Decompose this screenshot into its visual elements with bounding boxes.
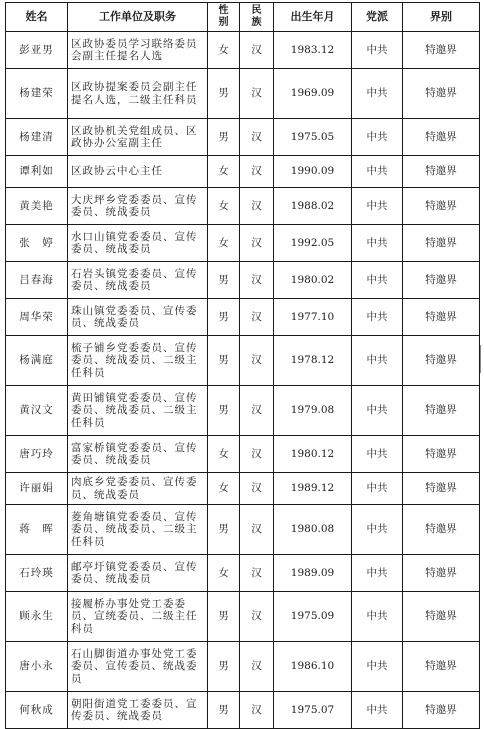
cell-gender: 女 (208, 473, 240, 505)
cell-gender: 女 (208, 188, 240, 225)
header-duty: 工作单位及职务 (68, 3, 208, 32)
cell-duty: 珠山镇党委委员、宣传委员、统战委员 (68, 299, 208, 336)
table-row (6, 156, 480, 188)
cell-ethnicity: 汉 (240, 473, 274, 505)
cell-party: 中共 (352, 386, 403, 436)
cell-ethnicity: 汉 (240, 225, 274, 262)
cell-gender: 男 (208, 119, 240, 156)
cell-sector: 特邀界 (403, 692, 480, 729)
cell-birth: 1979.08 (274, 386, 352, 436)
cell-duty: 石山脚街道办事处党工委委员、宣传委员、统战委员 (68, 642, 208, 692)
cell-ethnicity: 汉 (240, 32, 274, 69)
cell-birth: 1983.12 (274, 32, 352, 69)
cell-duty: 菱角塘镇党委委员、宣传委员、统战委员、二级主任科员 (68, 505, 208, 555)
cell-party: 中共 (352, 505, 403, 555)
table-row (6, 505, 480, 555)
cell-birth: 1989.09 (274, 555, 352, 592)
cell-party: 中共 (352, 642, 403, 692)
cell-name: 黄汉文 (6, 386, 68, 436)
cell-name: 谭利如 (6, 156, 68, 188)
header-ethnicity: 民族 (240, 3, 274, 32)
cell-party: 中共 (352, 692, 403, 729)
cell-name: 张 婷 (6, 225, 68, 262)
cell-sector: 特邀界 (403, 262, 480, 299)
cell-gender: 男 (208, 336, 240, 386)
cell-party: 中共 (352, 69, 403, 119)
cell-duty: 邮亭圩镇党委委员、宣传委员、统战委员 (68, 555, 208, 592)
cell-sector: 特邀界 (403, 299, 480, 336)
cell-name: 唐小永 (6, 642, 68, 692)
cell-name: 杨建荣 (6, 69, 68, 119)
cell-duty: 区政协云中心主任 (68, 156, 208, 188)
cell-party: 中共 (352, 336, 403, 386)
cell-gender: 男 (208, 505, 240, 555)
cell-sector: 特邀界 (403, 555, 480, 592)
cell-birth: 1975.05 (274, 119, 352, 156)
cell-birth: 1975.07 (274, 692, 352, 729)
cell-party: 中共 (352, 592, 403, 642)
cell-duty: 黄田铺镇党委委员、宣传委员、统战委员、二级主任科员 (68, 386, 208, 436)
cell-ethnicity: 汉 (240, 436, 274, 473)
cell-ethnicity: 汉 (240, 505, 274, 555)
table-row (6, 436, 480, 473)
cell-name: 何秋成 (6, 692, 68, 729)
table-body (6, 32, 480, 729)
cell-sector: 特邀界 (403, 32, 480, 69)
header-sector: 界别 (403, 3, 480, 32)
cell-ethnicity: 汉 (240, 188, 274, 225)
cell-gender: 女 (208, 32, 240, 69)
cell-gender: 女 (208, 436, 240, 473)
cell-party: 中共 (352, 156, 403, 188)
cell-duty: 富家桥镇党委委员、宣传委员、统战委员 (68, 436, 208, 473)
table-row (6, 69, 480, 119)
cell-duty: 接履桥办事处党工委委员、宣统委员、二级主任科员 (68, 592, 208, 642)
cell-name: 彭亚男 (6, 32, 68, 69)
cell-name: 黄美艳 (6, 188, 68, 225)
cell-party: 中共 (352, 119, 403, 156)
cell-name: 吕春海 (6, 262, 68, 299)
cell-ethnicity: 汉 (240, 555, 274, 592)
cell-sector: 特邀界 (403, 156, 480, 188)
table-row (6, 225, 480, 262)
cell-ethnicity: 汉 (240, 69, 274, 119)
cell-birth: 1986.10 (274, 642, 352, 692)
cell-duty: 区政协机关党组成员、区政协办公室副主任 (68, 119, 208, 156)
cell-party: 中共 (352, 188, 403, 225)
cell-party: 中共 (352, 299, 403, 336)
cell-birth: 1988.02 (274, 188, 352, 225)
cell-birth: 1969.09 (274, 69, 352, 119)
header-name: 姓名 (6, 3, 68, 32)
cell-duty: 大庆坪乡党委委员、宣传委员、统战委员 (68, 188, 208, 225)
table-row (6, 642, 480, 692)
cell-name: 石玲瑛 (6, 555, 68, 592)
cell-ethnicity: 汉 (240, 336, 274, 386)
cell-duty: 朝阳街道党工委委员、宣传委员、统战委员 (68, 692, 208, 729)
cell-gender: 男 (208, 642, 240, 692)
cell-sector: 特邀界 (403, 386, 480, 436)
cell-party: 中共 (352, 32, 403, 69)
cell-gender: 男 (208, 592, 240, 642)
table-row (6, 262, 480, 299)
cell-ethnicity: 汉 (240, 386, 274, 436)
table-row (6, 32, 480, 69)
cell-birth: 1992.05 (274, 225, 352, 262)
cell-party: 中共 (352, 473, 403, 505)
cell-gender: 男 (208, 299, 240, 336)
cell-ethnicity: 汉 (240, 156, 274, 188)
cell-party: 中共 (352, 436, 403, 473)
cell-name: 顾永生 (6, 592, 68, 642)
table-row (6, 119, 480, 156)
cell-party: 中共 (352, 555, 403, 592)
table-row (6, 299, 480, 336)
table-row (6, 592, 480, 642)
cell-duty: 水口山镇党委委员、宣传委员、统战委员 (68, 225, 208, 262)
table-row (6, 473, 480, 505)
cell-birth: 1980.08 (274, 505, 352, 555)
cell-sector: 特邀界 (403, 225, 480, 262)
cell-gender: 男 (208, 262, 240, 299)
cell-sector: 特邀界 (403, 505, 480, 555)
page-edge-mark (480, 345, 484, 373)
cell-birth: 1990.09 (274, 156, 352, 188)
cell-sector: 特邀界 (403, 473, 480, 505)
header-gender: 性别 (208, 3, 240, 32)
cell-party: 中共 (352, 262, 403, 299)
cell-name: 许丽娟 (6, 473, 68, 505)
header-row (6, 3, 480, 32)
cell-birth: 1975.09 (274, 592, 352, 642)
cell-ethnicity: 汉 (240, 642, 274, 692)
cell-sector: 特邀界 (403, 69, 480, 119)
cell-duty: 区政协委员学习联络委员会副主任提名人选 (68, 32, 208, 69)
cell-gender: 男 (208, 386, 240, 436)
header-birth: 出生年月 (274, 3, 352, 32)
cell-name: 周华荣 (6, 299, 68, 336)
cell-gender: 女 (208, 156, 240, 188)
table-row (6, 386, 480, 436)
cell-gender: 男 (208, 692, 240, 729)
cell-gender: 男 (208, 69, 240, 119)
header-party: 党派 (352, 3, 403, 32)
cell-name: 杨满庭 (6, 336, 68, 386)
cell-sector: 特邀界 (403, 436, 480, 473)
cell-birth: 1977.10 (274, 299, 352, 336)
cell-sector: 特邀界 (403, 188, 480, 225)
table-row (6, 336, 480, 386)
cell-ethnicity: 汉 (240, 299, 274, 336)
cell-sector: 特邀界 (403, 336, 480, 386)
cell-name: 杨建清 (6, 119, 68, 156)
cell-duty: 区政协提案委员会副主任提名人选，二级主任科员 (68, 69, 208, 119)
cell-party: 中共 (352, 225, 403, 262)
cell-ethnicity: 汉 (240, 119, 274, 156)
cell-duty: 梳子铺乡党委委员、宣传委员、统战委员、二级主任科员 (68, 336, 208, 386)
cell-birth: 1978.12 (274, 336, 352, 386)
member-table (5, 2, 480, 729)
cell-ethnicity: 汉 (240, 692, 274, 729)
cell-sector: 特邀界 (403, 642, 480, 692)
cell-birth: 1980.02 (274, 262, 352, 299)
cell-sector: 特邀界 (403, 119, 480, 156)
table-row (6, 555, 480, 592)
cell-gender: 女 (208, 555, 240, 592)
cell-sector: 特邀界 (403, 592, 480, 642)
cell-duty: 石岩头镇党委委员、宣传委员、统战委员 (68, 262, 208, 299)
cell-ethnicity: 汉 (240, 592, 274, 642)
table-row (6, 188, 480, 225)
cell-birth: 1980.12 (274, 436, 352, 473)
cell-gender: 女 (208, 225, 240, 262)
cell-ethnicity: 汉 (240, 262, 274, 299)
cell-duty: 肉底乡党委委员、宣传委员、统战委员 (68, 473, 208, 505)
cell-name: 蒋 晖 (6, 505, 68, 555)
cell-birth: 1989.12 (274, 473, 352, 505)
table-row (6, 692, 480, 729)
cell-name: 唐巧玲 (6, 436, 68, 473)
